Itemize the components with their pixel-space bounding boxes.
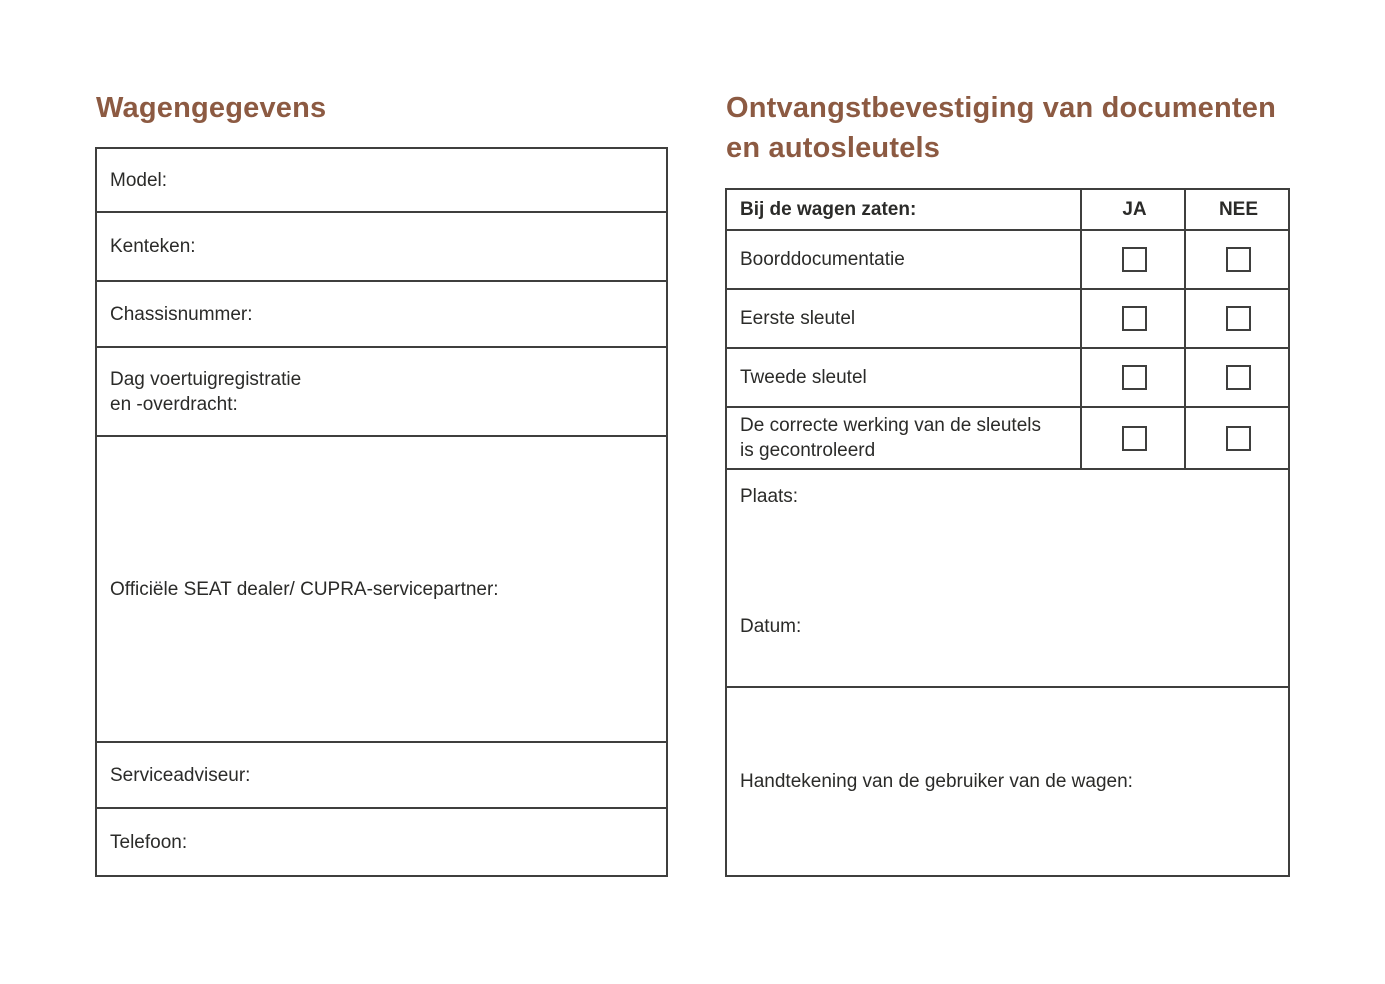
header-row bbox=[726, 189, 1289, 230]
checkbox-eerste-sleutel-ja[interactable] bbox=[1122, 306, 1147, 331]
field-handtekening-label: Handtekening van de gebruiker van de wagen: bbox=[740, 771, 1133, 792]
item-tweede-sleutel bbox=[726, 348, 1081, 407]
item-tweede-sleutel-label: Tweede sleutel bbox=[740, 367, 867, 388]
field-telefoon-label: Telefoon: bbox=[110, 831, 188, 853]
row-tweede-sleutel bbox=[726, 348, 1289, 407]
checkbox-sleutels-gecontroleerd-ja[interactable] bbox=[1122, 426, 1147, 451]
item-sleutels-gecontroleerd-line1: De correcte werking van de sleutels bbox=[740, 415, 1041, 436]
field-kenteken bbox=[96, 212, 667, 281]
section-title-receipt-line2: en autosleutels bbox=[726, 132, 941, 164]
cell-eerste-sleutel-nee bbox=[1185, 289, 1289, 348]
checkbox-sleutels-gecontroleerd-nee[interactable] bbox=[1226, 426, 1251, 451]
field-dealer-label: Officiële SEAT dealer/ CUPRA-servicepartner: bbox=[110, 578, 499, 600]
field-kenteken-label: Kenteken: bbox=[110, 236, 196, 257]
checkbox-tweede-sleutel-nee[interactable] bbox=[1226, 365, 1251, 390]
header-items-label: Bij de wagen zaten: bbox=[740, 199, 917, 220]
row-kenteken bbox=[96, 212, 667, 281]
item-sleutels-gecontroleerd bbox=[726, 407, 1081, 469]
checkbox-boorddocumentatie-nee[interactable] bbox=[1226, 247, 1251, 272]
field-plaats-datum bbox=[726, 469, 1289, 687]
checkbox-boorddocumentatie-ja[interactable] bbox=[1122, 247, 1147, 272]
receipt-confirmation-table bbox=[725, 188, 1290, 877]
field-model-label: Model: bbox=[110, 169, 168, 191]
cell-sleutels-gecontroleerd-nee bbox=[1185, 407, 1289, 469]
row-boorddocumentatie bbox=[726, 230, 1289, 289]
section-title-vehicle-data: Wagengegevens bbox=[96, 92, 327, 124]
field-registratie bbox=[96, 347, 667, 436]
row-telefoon bbox=[96, 808, 667, 876]
field-registratie-label-line2: en -overdracht: bbox=[110, 393, 238, 415]
field-telefoon bbox=[96, 808, 667, 876]
field-serviceadviseur bbox=[96, 742, 667, 808]
cell-boorddocumentatie-ja bbox=[1081, 230, 1185, 289]
row-chassisnummer bbox=[96, 281, 667, 347]
item-eerste-sleutel bbox=[726, 289, 1081, 348]
field-plaats-label: Plaats: bbox=[740, 486, 799, 507]
item-boorddocumentatie bbox=[726, 230, 1081, 289]
section-title-receipt-confirmation bbox=[726, 88, 1346, 168]
field-dealer bbox=[96, 436, 667, 742]
row-handtekening bbox=[726, 687, 1289, 876]
field-datum-label: Datum: bbox=[740, 616, 802, 637]
field-model bbox=[96, 148, 667, 212]
item-boorddocumentatie-label: Boorddocumentatie bbox=[740, 249, 905, 270]
checkbox-tweede-sleutel-ja[interactable] bbox=[1122, 365, 1147, 390]
cell-sleutels-gecontroleerd-ja bbox=[1081, 407, 1185, 469]
header-col-ja: JA bbox=[1081, 189, 1185, 230]
field-handtekening bbox=[726, 687, 1289, 876]
field-chassisnummer-label: Chassisnummer: bbox=[110, 303, 253, 325]
header-col-nee: NEE bbox=[1185, 189, 1289, 230]
row-model bbox=[96, 148, 667, 212]
vehicle-data-table bbox=[95, 147, 668, 877]
cell-tweede-sleutel-nee bbox=[1185, 348, 1289, 407]
row-sleutels-gecontroleerd bbox=[726, 407, 1289, 469]
cell-boorddocumentatie-nee bbox=[1185, 230, 1289, 289]
row-dealer bbox=[96, 436, 667, 742]
cell-tweede-sleutel-ja bbox=[1081, 348, 1185, 407]
field-serviceadviseur-label: Serviceadviseur: bbox=[110, 764, 251, 786]
cell-eerste-sleutel-ja bbox=[1081, 289, 1185, 348]
row-plaats-datum bbox=[726, 469, 1289, 687]
row-registratie bbox=[96, 347, 667, 436]
item-sleutels-gecontroleerd-line2: is gecontroleerd bbox=[740, 440, 876, 461]
section-title-receipt-line1: Ontvangstbevestiging van documenten bbox=[726, 92, 1277, 124]
field-chassisnummer bbox=[96, 281, 667, 347]
row-serviceadviseur bbox=[96, 742, 667, 808]
row-eerste-sleutel bbox=[726, 289, 1289, 348]
item-eerste-sleutel-label: Eerste sleutel bbox=[740, 308, 856, 329]
header-items bbox=[726, 189, 1081, 230]
checkbox-eerste-sleutel-nee[interactable] bbox=[1226, 306, 1251, 331]
field-registratie-label-line1: Dag voertuigregistratie bbox=[110, 368, 302, 390]
